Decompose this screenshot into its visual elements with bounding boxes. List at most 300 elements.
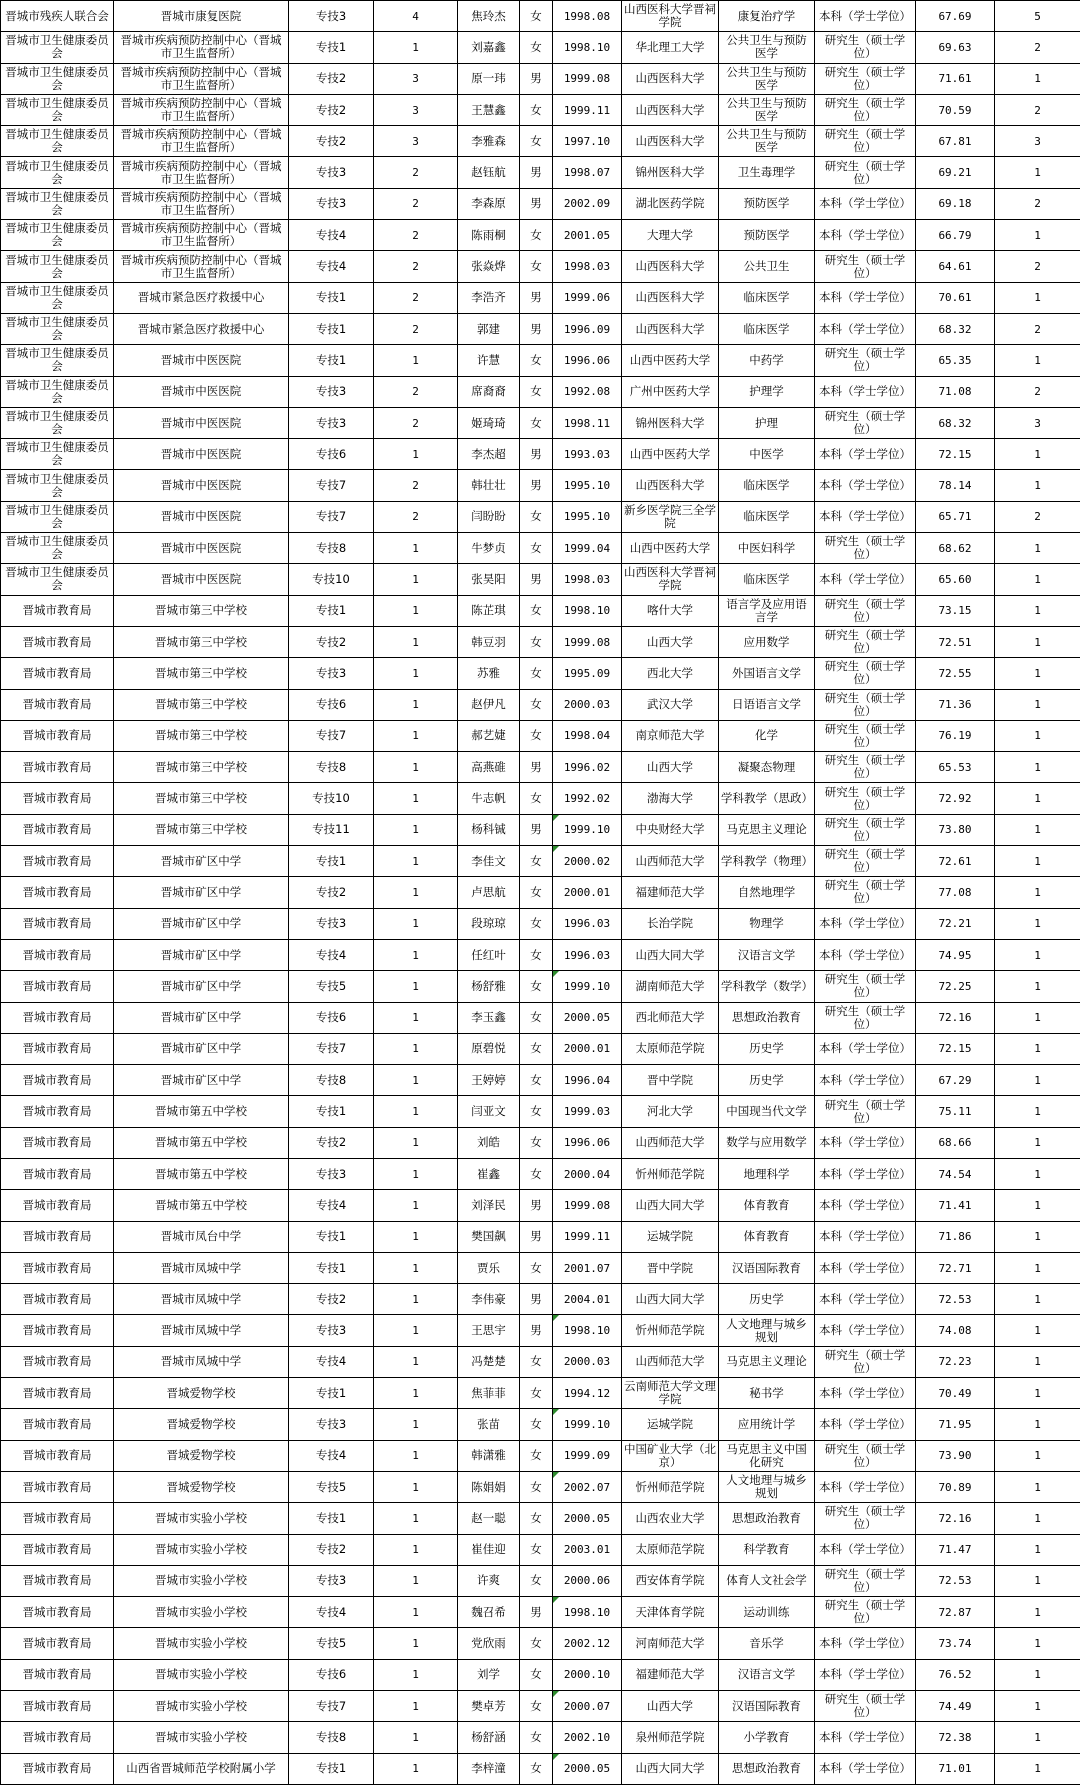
position-cell: 专技7 bbox=[289, 470, 374, 501]
table-row bbox=[1, 1190, 1080, 1221]
gender-cell: 女 bbox=[520, 1534, 553, 1565]
department-cell: 晋城市教育局 bbox=[1, 1534, 114, 1565]
rank-cell: 1 bbox=[995, 783, 1080, 814]
department-cell: 晋城市卫生健康委员会 bbox=[1, 345, 114, 376]
position-cell: 专技7 bbox=[289, 1033, 374, 1064]
degree-cell: 本科（学士学位） bbox=[815, 1252, 916, 1283]
gender-cell: 女 bbox=[520, 1158, 553, 1189]
name-cell: 杨舒涵 bbox=[458, 1722, 520, 1753]
rank-cell: 1 bbox=[995, 439, 1080, 470]
unit-cell: 晋城市实验小学校 bbox=[114, 1691, 289, 1722]
score-cell: 76.52 bbox=[916, 1659, 995, 1690]
table-row bbox=[1, 1002, 1080, 1033]
score-cell: 77.08 bbox=[916, 877, 995, 908]
unit-cell: 晋城市疾病预防控制中心（晋城市卫生监督所） bbox=[114, 188, 289, 219]
name-cell: 李雅森 bbox=[458, 126, 520, 157]
birth-date-cell: 1998.07 bbox=[553, 157, 622, 188]
department-cell: 晋城市教育局 bbox=[1, 908, 114, 939]
school-cell: 湖北医药学院 bbox=[622, 188, 719, 219]
degree-cell: 本科（学士学位） bbox=[815, 939, 916, 970]
major-cell: 人文地理与城乡规划 bbox=[719, 1471, 815, 1502]
birth-date-cell: 2002.10 bbox=[553, 1722, 622, 1753]
table-row bbox=[1, 1471, 1080, 1502]
unit-cell: 晋城市中医医院 bbox=[114, 407, 289, 438]
quota-cell: 1 bbox=[374, 877, 458, 908]
position-cell: 专技3 bbox=[289, 658, 374, 689]
table-row bbox=[1, 126, 1080, 157]
score-cell: 72.51 bbox=[916, 626, 995, 657]
degree-cell: 本科（学士学位） bbox=[815, 220, 916, 251]
position-cell: 专技1 bbox=[289, 1503, 374, 1534]
quota-cell: 1 bbox=[374, 1065, 458, 1096]
birth-date-cell: 2000.03 bbox=[553, 689, 622, 720]
rank-cell: 5 bbox=[995, 1, 1080, 32]
position-cell: 专技8 bbox=[289, 752, 374, 783]
score-cell: 78.14 bbox=[916, 470, 995, 501]
birth-date-cell: 1998.08 bbox=[553, 1, 622, 32]
rank-cell: 3 bbox=[995, 407, 1080, 438]
rank-cell: 1 bbox=[995, 63, 1080, 94]
department-cell: 晋城市教育局 bbox=[1, 1628, 114, 1659]
gender-cell: 女 bbox=[520, 345, 553, 376]
major-cell: 科学教育 bbox=[719, 1534, 815, 1565]
quota-cell: 1 bbox=[374, 752, 458, 783]
school-cell: 山西医科大学 bbox=[622, 94, 719, 125]
gender-cell: 男 bbox=[520, 1597, 553, 1628]
unit-cell: 晋城市疾病预防控制中心（晋城市卫生监督所） bbox=[114, 157, 289, 188]
unit-cell: 晋城爱物学校 bbox=[114, 1471, 289, 1502]
quota-cell: 1 bbox=[374, 564, 458, 595]
department-cell: 晋城市卫生健康委员会 bbox=[1, 157, 114, 188]
unit-cell: 晋城市中医医院 bbox=[114, 501, 289, 532]
school-cell: 山西中医药大学 bbox=[622, 345, 719, 376]
unit-cell: 晋城市实验小学校 bbox=[114, 1628, 289, 1659]
gender-cell: 女 bbox=[520, 1033, 553, 1064]
quota-cell: 1 bbox=[374, 345, 458, 376]
birth-date-cell: 1995.10 bbox=[553, 501, 622, 532]
gender-cell: 女 bbox=[520, 1127, 553, 1158]
table-row bbox=[1, 188, 1080, 219]
score-cell: 71.95 bbox=[916, 1409, 995, 1440]
degree-cell: 本科（学士学位） bbox=[815, 1534, 916, 1565]
birth-date-cell: 2002.07 bbox=[553, 1471, 622, 1502]
name-cell: 席裔裔 bbox=[458, 376, 520, 407]
quota-cell: 1 bbox=[374, 1691, 458, 1722]
school-cell: 华北理工大学 bbox=[622, 32, 719, 63]
table-row bbox=[1, 1221, 1080, 1252]
rank-cell: 1 bbox=[995, 720, 1080, 751]
quota-cell: 1 bbox=[374, 908, 458, 939]
quota-cell: 1 bbox=[374, 533, 458, 564]
position-cell: 专技3 bbox=[289, 407, 374, 438]
birth-date-cell: 2000.05 bbox=[553, 1503, 622, 1534]
school-cell: 山西中医药大学 bbox=[622, 533, 719, 564]
position-cell: 专技7 bbox=[289, 720, 374, 751]
department-cell: 晋城市教育局 bbox=[1, 1471, 114, 1502]
rank-cell: 1 bbox=[995, 1659, 1080, 1690]
quota-cell: 2 bbox=[374, 157, 458, 188]
quota-cell: 1 bbox=[374, 1096, 458, 1127]
school-cell: 中央财经大学 bbox=[622, 814, 719, 845]
school-cell: 山西大学 bbox=[622, 1691, 719, 1722]
rank-cell: 1 bbox=[995, 282, 1080, 313]
position-cell: 专技1 bbox=[289, 345, 374, 376]
position-cell: 专技1 bbox=[289, 313, 374, 344]
school-cell: 山西大学 bbox=[622, 626, 719, 657]
school-cell: 山西大同大学 bbox=[622, 1753, 719, 1784]
degree-cell: 研究生（硕士学位） bbox=[815, 1691, 916, 1722]
position-cell: 专技2 bbox=[289, 877, 374, 908]
birth-date-cell: 1999.09 bbox=[553, 1440, 622, 1471]
position-cell: 专技3 bbox=[289, 1409, 374, 1440]
major-cell: 护理学 bbox=[719, 376, 815, 407]
gender-cell: 女 bbox=[520, 1378, 553, 1409]
name-cell: 崔佳迎 bbox=[458, 1534, 520, 1565]
department-cell: 晋城市教育局 bbox=[1, 1315, 114, 1346]
unit-cell: 晋城市凤城中学 bbox=[114, 1252, 289, 1283]
department-cell: 晋城市卫生健康委员会 bbox=[1, 126, 114, 157]
department-cell: 晋城市教育局 bbox=[1, 814, 114, 845]
score-cell: 71.36 bbox=[916, 689, 995, 720]
rank-cell: 1 bbox=[995, 752, 1080, 783]
school-cell: 山西医科大学晋祠学院 bbox=[622, 1, 719, 32]
department-cell: 晋城市卫生健康委员会 bbox=[1, 439, 114, 470]
birth-date-cell: 1999.10 bbox=[553, 971, 622, 1002]
department-cell: 晋城市卫生健康委员会 bbox=[1, 63, 114, 94]
quota-cell: 1 bbox=[374, 1221, 458, 1252]
position-cell: 专技4 bbox=[289, 1597, 374, 1628]
school-cell: 西安体育学院 bbox=[622, 1565, 719, 1596]
score-cell: 72.21 bbox=[916, 908, 995, 939]
rank-cell: 2 bbox=[995, 188, 1080, 219]
degree-cell: 本科（学士学位） bbox=[815, 564, 916, 595]
score-cell: 70.89 bbox=[916, 1471, 995, 1502]
major-cell: 凝聚态物理 bbox=[719, 752, 815, 783]
department-cell: 晋城市教育局 bbox=[1, 1033, 114, 1064]
score-cell: 72.38 bbox=[916, 1722, 995, 1753]
gender-cell: 女 bbox=[520, 1753, 553, 1784]
major-cell: 汉语国际教育 bbox=[719, 1691, 815, 1722]
birth-date-cell: 2003.01 bbox=[553, 1534, 622, 1565]
department-cell: 晋城市卫生健康委员会 bbox=[1, 501, 114, 532]
quota-cell: 1 bbox=[374, 32, 458, 63]
unit-cell: 晋城市康复医院 bbox=[114, 1, 289, 32]
birth-date-cell: 2000.05 bbox=[553, 1753, 622, 1784]
birth-date-cell: 1999.11 bbox=[553, 1221, 622, 1252]
school-cell: 忻州师范学院 bbox=[622, 1158, 719, 1189]
degree-cell: 研究生（硕士学位） bbox=[815, 63, 916, 94]
unit-cell: 晋城市第三中学校 bbox=[114, 783, 289, 814]
name-cell: 李浩齐 bbox=[458, 282, 520, 313]
table-row bbox=[1, 1565, 1080, 1596]
score-cell: 72.16 bbox=[916, 1503, 995, 1534]
birth-date-cell: 1993.03 bbox=[553, 439, 622, 470]
major-cell: 体育教育 bbox=[719, 1190, 815, 1221]
name-cell: 贾乐 bbox=[458, 1252, 520, 1283]
major-cell: 临床医学 bbox=[719, 564, 815, 595]
degree-cell: 研究生（硕士学位） bbox=[815, 626, 916, 657]
table-row bbox=[1, 1346, 1080, 1377]
unit-cell: 晋城市第五中学校 bbox=[114, 1127, 289, 1158]
rank-cell: 1 bbox=[995, 1158, 1080, 1189]
rank-cell: 1 bbox=[995, 1471, 1080, 1502]
score-cell: 73.90 bbox=[916, 1440, 995, 1471]
department-cell: 晋城市教育局 bbox=[1, 1158, 114, 1189]
name-cell: 许慧 bbox=[458, 345, 520, 376]
major-cell: 临床医学 bbox=[719, 313, 815, 344]
quota-cell: 2 bbox=[374, 313, 458, 344]
name-cell: 王思宇 bbox=[458, 1315, 520, 1346]
position-cell: 专技2 bbox=[289, 94, 374, 125]
score-cell: 72.16 bbox=[916, 1002, 995, 1033]
table-row bbox=[1, 1, 1080, 32]
degree-cell: 研究生（硕士学位） bbox=[815, 157, 916, 188]
birth-date-cell: 2002.09 bbox=[553, 188, 622, 219]
table-row bbox=[1, 595, 1080, 626]
unit-cell: 晋城市矿区中学 bbox=[114, 1002, 289, 1033]
gender-cell: 女 bbox=[520, 1002, 553, 1033]
gender-cell: 女 bbox=[520, 1096, 553, 1127]
name-cell: 张焱烨 bbox=[458, 251, 520, 282]
major-cell: 外国语言文学 bbox=[719, 658, 815, 689]
department-cell: 晋城市卫生健康委员会 bbox=[1, 94, 114, 125]
major-cell: 汉语言文学 bbox=[719, 1659, 815, 1690]
name-cell: 韩壮壮 bbox=[458, 470, 520, 501]
position-cell: 专技6 bbox=[289, 689, 374, 720]
rank-cell: 1 bbox=[995, 157, 1080, 188]
school-cell: 喀什大学 bbox=[622, 595, 719, 626]
school-cell: 武汉大学 bbox=[622, 689, 719, 720]
major-cell: 临床医学 bbox=[719, 470, 815, 501]
score-cell: 71.86 bbox=[916, 1221, 995, 1252]
table-row bbox=[1, 501, 1080, 532]
score-cell: 69.63 bbox=[916, 32, 995, 63]
department-cell: 晋城市教育局 bbox=[1, 1440, 114, 1471]
rank-cell: 2 bbox=[995, 376, 1080, 407]
rank-cell: 1 bbox=[995, 1565, 1080, 1596]
table-row bbox=[1, 814, 1080, 845]
degree-cell: 研究生（硕士学位） bbox=[815, 877, 916, 908]
school-cell: 大理大学 bbox=[622, 220, 719, 251]
score-cell: 67.69 bbox=[916, 1, 995, 32]
unit-cell: 晋城市第五中学校 bbox=[114, 1190, 289, 1221]
school-cell: 西北大学 bbox=[622, 658, 719, 689]
name-cell: 刘学 bbox=[458, 1659, 520, 1690]
birth-date-cell: 1996.03 bbox=[553, 908, 622, 939]
school-cell: 福建师范大学 bbox=[622, 877, 719, 908]
degree-cell: 研究生（硕士学位） bbox=[815, 407, 916, 438]
name-cell: 郭建 bbox=[458, 313, 520, 344]
position-cell: 专技1 bbox=[289, 1753, 374, 1784]
birth-date-cell: 1996.06 bbox=[553, 1127, 622, 1158]
school-cell: 南京师范大学 bbox=[622, 720, 719, 751]
degree-cell: 本科（学士学位） bbox=[815, 1065, 916, 1096]
table-row bbox=[1, 1096, 1080, 1127]
position-cell: 专技6 bbox=[289, 1659, 374, 1690]
rank-cell: 1 bbox=[995, 846, 1080, 877]
degree-cell: 本科（学士学位） bbox=[815, 1659, 916, 1690]
table-row bbox=[1, 1503, 1080, 1534]
unit-cell: 晋城市第三中学校 bbox=[114, 752, 289, 783]
gender-cell: 女 bbox=[520, 595, 553, 626]
rank-cell: 1 bbox=[995, 814, 1080, 845]
degree-cell: 研究生（硕士学位） bbox=[815, 1503, 916, 1534]
department-cell: 晋城市教育局 bbox=[1, 626, 114, 657]
score-cell: 72.15 bbox=[916, 439, 995, 470]
table-row bbox=[1, 1722, 1080, 1753]
position-cell: 专技3 bbox=[289, 1315, 374, 1346]
major-cell: 公共卫生与预防医学 bbox=[719, 126, 815, 157]
unit-cell: 晋城市第五中学校 bbox=[114, 1096, 289, 1127]
unit-cell: 晋城市疾病预防控制中心（晋城市卫生监督所） bbox=[114, 251, 289, 282]
gender-cell: 男 bbox=[520, 1221, 553, 1252]
degree-cell: 本科（学士学位） bbox=[815, 1722, 916, 1753]
major-cell: 公共卫生 bbox=[719, 251, 815, 282]
quota-cell: 2 bbox=[374, 407, 458, 438]
birth-date-cell: 1999.08 bbox=[553, 626, 622, 657]
rank-cell: 1 bbox=[995, 658, 1080, 689]
rank-cell: 1 bbox=[995, 1753, 1080, 1784]
quota-cell: 2 bbox=[374, 376, 458, 407]
degree-cell: 研究生（硕士学位） bbox=[815, 1565, 916, 1596]
position-cell: 专技4 bbox=[289, 1190, 374, 1221]
name-cell: 牛梦贞 bbox=[458, 533, 520, 564]
name-cell: 高燕碓 bbox=[458, 752, 520, 783]
table-row bbox=[1, 32, 1080, 63]
table-row bbox=[1, 63, 1080, 94]
department-cell: 晋城市卫生健康委员会 bbox=[1, 188, 114, 219]
gender-cell: 男 bbox=[520, 313, 553, 344]
table-row bbox=[1, 908, 1080, 939]
department-cell: 晋城市教育局 bbox=[1, 720, 114, 751]
unit-cell: 晋城市矿区中学 bbox=[114, 1065, 289, 1096]
gender-cell: 男 bbox=[520, 157, 553, 188]
school-cell: 云南师范大学文理学院 bbox=[622, 1378, 719, 1409]
school-cell: 天津体育学院 bbox=[622, 1597, 719, 1628]
position-cell: 专技8 bbox=[289, 1722, 374, 1753]
score-cell: 72.71 bbox=[916, 1252, 995, 1283]
gender-cell: 女 bbox=[520, 1722, 553, 1753]
score-cell: 72.53 bbox=[916, 1284, 995, 1315]
position-cell: 专技3 bbox=[289, 188, 374, 219]
position-cell: 专技2 bbox=[289, 1127, 374, 1158]
department-cell: 晋城市卫生健康委员会 bbox=[1, 470, 114, 501]
quota-cell: 1 bbox=[374, 689, 458, 720]
birth-date-cell: 1998.04 bbox=[553, 720, 622, 751]
table-row bbox=[1, 658, 1080, 689]
position-cell: 专技4 bbox=[289, 1346, 374, 1377]
score-cell: 67.81 bbox=[916, 126, 995, 157]
major-cell: 护理 bbox=[719, 407, 815, 438]
school-cell: 河北大学 bbox=[622, 1096, 719, 1127]
score-cell: 71.61 bbox=[916, 63, 995, 94]
birth-date-cell: 1998.11 bbox=[553, 407, 622, 438]
position-cell: 专技4 bbox=[289, 220, 374, 251]
department-cell: 晋城市卫生健康委员会 bbox=[1, 313, 114, 344]
score-cell: 72.61 bbox=[916, 846, 995, 877]
unit-cell: 晋城爱物学校 bbox=[114, 1378, 289, 1409]
score-cell: 65.53 bbox=[916, 752, 995, 783]
birth-date-cell: 1997.10 bbox=[553, 126, 622, 157]
quota-cell: 1 bbox=[374, 846, 458, 877]
school-cell: 山西农业大学 bbox=[622, 1503, 719, 1534]
department-cell: 晋城市教育局 bbox=[1, 877, 114, 908]
score-cell: 69.21 bbox=[916, 157, 995, 188]
name-cell: 刘嘉鑫 bbox=[458, 32, 520, 63]
score-cell: 74.49 bbox=[916, 1691, 995, 1722]
degree-cell: 本科（学士学位） bbox=[815, 1471, 916, 1502]
department-cell: 晋城市教育局 bbox=[1, 1503, 114, 1534]
degree-cell: 研究生（硕士学位） bbox=[815, 32, 916, 63]
gender-cell: 女 bbox=[520, 1440, 553, 1471]
department-cell: 晋城市残疾人联合会 bbox=[1, 1, 114, 32]
degree-cell: 本科（学士学位） bbox=[815, 439, 916, 470]
major-cell: 马克思主义中国化研究 bbox=[719, 1440, 815, 1471]
birth-date-cell: 2000.05 bbox=[553, 1002, 622, 1033]
name-cell: 王婷婷 bbox=[458, 1065, 520, 1096]
quota-cell: 1 bbox=[374, 1753, 458, 1784]
quota-cell: 1 bbox=[374, 1346, 458, 1377]
birth-date-cell: 2004.01 bbox=[553, 1284, 622, 1315]
unit-cell: 晋城市凤城中学 bbox=[114, 1315, 289, 1346]
quota-cell: 2 bbox=[374, 251, 458, 282]
rank-cell: 1 bbox=[995, 1597, 1080, 1628]
unit-cell: 晋城市中医医院 bbox=[114, 533, 289, 564]
score-cell: 68.32 bbox=[916, 407, 995, 438]
unit-cell: 晋城市紧急医疗救援中心 bbox=[114, 313, 289, 344]
name-cell: 李森原 bbox=[458, 188, 520, 219]
name-cell: 任红叶 bbox=[458, 939, 520, 970]
name-cell: 陈芷琪 bbox=[458, 595, 520, 626]
score-cell: 68.32 bbox=[916, 313, 995, 344]
birth-date-cell: 2002.12 bbox=[553, 1628, 622, 1659]
position-cell: 专技10 bbox=[289, 783, 374, 814]
major-cell: 化学 bbox=[719, 720, 815, 751]
unit-cell: 晋城市凤台中学 bbox=[114, 1221, 289, 1252]
position-cell: 专技2 bbox=[289, 63, 374, 94]
position-cell: 专技7 bbox=[289, 501, 374, 532]
degree-cell: 本科（学士学位） bbox=[815, 1753, 916, 1784]
position-cell: 专技2 bbox=[289, 1534, 374, 1565]
unit-cell: 晋城市疾病预防控制中心（晋城市卫生监督所） bbox=[114, 94, 289, 125]
degree-cell: 本科（学士学位） bbox=[815, 1, 916, 32]
degree-cell: 本科（学士学位） bbox=[815, 313, 916, 344]
unit-cell: 晋城市第三中学校 bbox=[114, 689, 289, 720]
degree-cell: 研究生（硕士学位） bbox=[815, 971, 916, 1002]
table-row bbox=[1, 939, 1080, 970]
school-cell: 中国矿业大学（北京） bbox=[622, 1440, 719, 1471]
quota-cell: 1 bbox=[374, 1252, 458, 1283]
name-cell: 陈娟娟 bbox=[458, 1471, 520, 1502]
quota-cell: 1 bbox=[374, 626, 458, 657]
score-cell: 72.15 bbox=[916, 1033, 995, 1064]
name-cell: 党欣雨 bbox=[458, 1628, 520, 1659]
gender-cell: 女 bbox=[520, 689, 553, 720]
major-cell: 思想政治教育 bbox=[719, 1002, 815, 1033]
quota-cell: 1 bbox=[374, 1534, 458, 1565]
major-cell: 思想政治教育 bbox=[719, 1753, 815, 1784]
table-row bbox=[1, 1158, 1080, 1189]
school-cell: 山西大同大学 bbox=[622, 939, 719, 970]
position-cell: 专技8 bbox=[289, 533, 374, 564]
school-cell: 山西医科大学 bbox=[622, 63, 719, 94]
name-cell: 原碧悦 bbox=[458, 1033, 520, 1064]
unit-cell: 晋城市第三中学校 bbox=[114, 658, 289, 689]
major-cell: 预防医学 bbox=[719, 220, 815, 251]
major-cell: 物理学 bbox=[719, 908, 815, 939]
birth-date-cell: 1998.03 bbox=[553, 251, 622, 282]
unit-cell: 山西省晋城师范学校附属小学 bbox=[114, 1753, 289, 1784]
